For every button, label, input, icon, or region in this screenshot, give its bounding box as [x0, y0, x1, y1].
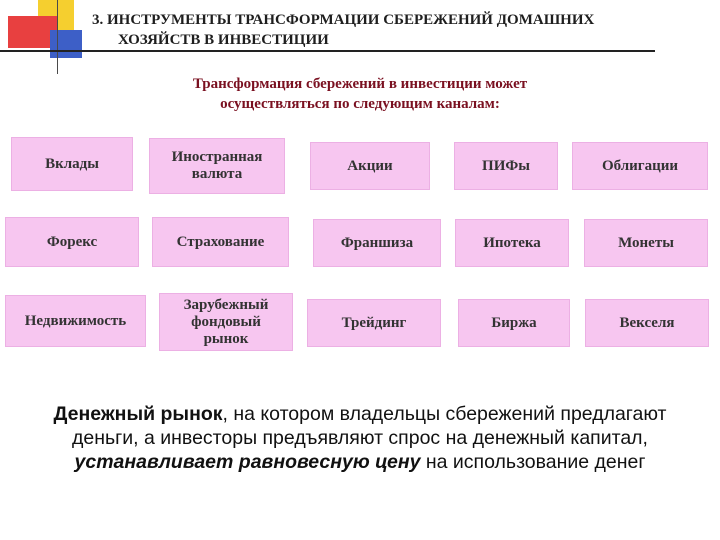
slide-subtitle [100, 74, 620, 114]
channel-box-mortgage: Ипотека [455, 219, 569, 267]
channel-box-insurance: Страхование [152, 217, 289, 267]
channel-box-trading: Трейдинг [307, 299, 441, 347]
channel-box-coins: Монеты [584, 219, 708, 267]
paragraph-text-end: на использование денег [420, 451, 646, 473]
channel-box-mutual-funds: ПИФы [454, 142, 558, 190]
channel-box-foreign-currency: Иностранная валюта [149, 138, 285, 194]
slide-subtitle-line1: Трансформация сбережений в инвестиции может [192, 76, 528, 92]
slide-subtitle-line2: осуществляться по следующим каналам: [220, 96, 500, 112]
channel-box-real-estate: Недвижимость [5, 295, 146, 347]
channel-box-foreign-stock-market: Зарубежный фондовый рынок [159, 293, 293, 351]
slide-title-line2: ХОЗЯЙСТВ В ИНВЕСТИЦИИ [118, 32, 329, 48]
slide-title [92, 10, 712, 50]
decor-vertical-line [57, 0, 58, 74]
channel-box-forex: Форекс [5, 217, 139, 267]
channel-box-deposits: Вклады [11, 137, 133, 191]
money-market-term: Денежный рынок [53, 403, 223, 425]
decor-blue-square [50, 30, 82, 58]
slide-title-line1: 3. ИНСТРУМЕНТЫ ТРАНСФОРМАЦИИ СБЕРЕЖЕНИЙ ДОМАШНИХ [92, 12, 595, 28]
channel-box-bonds: Облигации [572, 142, 708, 190]
channel-box-bills: Векселя [585, 299, 709, 347]
channel-box-stocks: Акции [310, 142, 430, 190]
equilibrium-price-phrase: устанавливает равновесную цену [74, 451, 421, 473]
channel-box-franchise: Франшиза [313, 219, 441, 267]
channel-box-exchange: Биржа [458, 299, 570, 347]
conclusion-paragraph [40, 402, 680, 474]
title-underline [0, 50, 655, 52]
paragraph-text-middle: , на котором владельцы сбережений предлагают деньги, а инвесторы предъявляют спрос на денежный капитал, [72, 403, 667, 449]
